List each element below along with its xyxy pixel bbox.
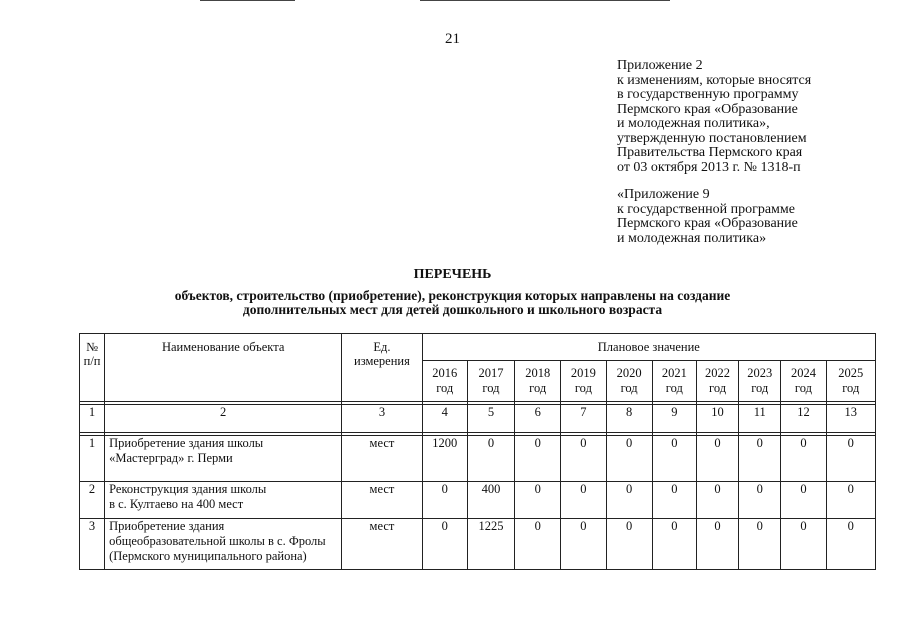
column-index: 2 (105, 405, 342, 433)
subtitle-line: объектов, строительство (приобретение), реконструкция которых направлены на создание (174, 288, 731, 303)
value-cell: 0 (606, 436, 652, 482)
value-cell: 1200 (422, 436, 467, 482)
value-cell: 0 (696, 436, 738, 482)
value-cell: 0 (696, 482, 738, 519)
object-name (105, 519, 342, 570)
year-header (515, 361, 561, 402)
header-name: Наименование объекта (105, 334, 342, 402)
year-header (561, 361, 606, 402)
year-word: год (482, 381, 500, 395)
year-header (606, 361, 652, 402)
value-cell: 1225 (467, 519, 514, 570)
year-word: год (620, 381, 638, 395)
appendix-header-line: от 03 октября 2013 г. № 1318-п (617, 159, 801, 175)
appendix-quote-line: к государственной программе (617, 201, 795, 217)
header-unit-line: Ед. (373, 340, 391, 354)
appendix-quote (617, 188, 798, 246)
value-cell: 0 (422, 519, 467, 570)
header-unit (342, 334, 422, 402)
header-unit-line: измерения (354, 354, 410, 368)
year-header (467, 361, 514, 402)
top-rule-left (200, 0, 295, 1)
appendix-header-line: и молодежная политика», (617, 116, 770, 131)
value-cell: 0 (467, 436, 514, 482)
year-label: 2024 (790, 366, 816, 380)
row-num: 1 (80, 436, 105, 482)
header-num-line: п/п (83, 354, 101, 368)
column-index: 11 (739, 405, 781, 433)
column-index: 3 (342, 405, 422, 433)
year-header (652, 361, 696, 402)
value-cell: 0 (826, 482, 875, 519)
value-cell: 0 (515, 519, 561, 570)
year-header (826, 361, 875, 402)
header-row (80, 334, 876, 361)
object-name (105, 436, 342, 482)
table-row (80, 519, 876, 570)
year-word: год (751, 381, 769, 395)
header-num-line: № (86, 340, 99, 354)
column-index-row (80, 405, 876, 433)
top-rule-right (420, 0, 670, 1)
year-label: 2017 (478, 366, 504, 380)
value-cell: 0 (781, 519, 826, 570)
value-cell: 0 (781, 482, 826, 519)
appendix-quote-line: и молодежная политика» (617, 230, 767, 246)
year-word: год (794, 381, 812, 395)
column-index: 9 (652, 405, 696, 433)
value-cell: 0 (561, 519, 606, 570)
value-cell: 0 (739, 519, 781, 570)
appendix-quote-line: Пермского края «Образование (617, 216, 798, 231)
year-word: год (574, 381, 592, 395)
column-index: 13 (826, 405, 875, 433)
column-index: 12 (781, 405, 826, 433)
column-index: 10 (696, 405, 738, 433)
object-name-line: общеобразовательной школы в с. Фролы (109, 534, 326, 548)
year-word: год (709, 381, 727, 395)
document-title: ПЕРЕЧЕНЬ (413, 267, 492, 282)
object-name-line: «Мастерград» г. Перми (109, 451, 233, 465)
year-label: 2020 (616, 366, 642, 380)
year-word: год (665, 381, 683, 395)
object-name-line: Приобретение здания школы (109, 436, 264, 450)
value-cell: 0 (652, 436, 696, 482)
year-label: 2023 (747, 366, 773, 380)
appendix-header-line: Правительства Пермского края (617, 145, 803, 160)
value-cell: 0 (561, 482, 606, 519)
value-cell: 0 (515, 482, 561, 519)
table-row (80, 482, 876, 519)
value-cell: 0 (652, 482, 696, 519)
appendix-header-line: утвержденную постановлением (617, 130, 807, 146)
subtitle-line: дополнительных мест для детей дошкольного и школьного возраста (242, 302, 663, 317)
appendix-header (617, 59, 811, 175)
year-header (781, 361, 826, 402)
column-index: 7 (561, 405, 606, 433)
unit-cell: мест (342, 436, 422, 482)
appendix-header-line: Пермского края «Образование (617, 101, 798, 117)
appendix-quote-line: «Приложение 9 (617, 187, 710, 202)
year-label: 2022 (705, 366, 731, 380)
object-name (105, 482, 342, 519)
header-num (80, 334, 105, 402)
appendix-header-line: в государственную программу (617, 87, 799, 102)
appendix-header-line: Приложение 2 (617, 58, 703, 73)
year-label: 2016 (432, 366, 458, 380)
unit-cell: мест (342, 519, 422, 570)
plan-table (79, 333, 876, 570)
column-index: 4 (422, 405, 467, 433)
value-cell: 0 (826, 519, 875, 570)
row-num: 3 (80, 519, 105, 570)
year-word: год (842, 381, 860, 395)
value-cell: 0 (739, 436, 781, 482)
object-name-line: в с. Култаево на 400 мест (109, 497, 244, 511)
column-index: 1 (80, 405, 105, 433)
header-plan: Плановое значение (422, 334, 875, 361)
value-cell: 0 (606, 519, 652, 570)
value-cell: 0 (696, 519, 738, 570)
object-name-line: Приобретение здания (109, 519, 225, 533)
row-num: 2 (80, 482, 105, 519)
year-header (739, 361, 781, 402)
column-index: 6 (515, 405, 561, 433)
year-label: 2025 (838, 366, 864, 380)
page-number: 21 (445, 31, 460, 47)
value-cell: 0 (422, 482, 467, 519)
value-cell: 0 (652, 519, 696, 570)
year-label: 2018 (525, 366, 551, 380)
value-cell: 0 (826, 436, 875, 482)
value-cell: 0 (781, 436, 826, 482)
value-cell: 0 (561, 436, 606, 482)
year-header (696, 361, 738, 402)
document-subtitle (0, 289, 905, 317)
column-index: 5 (467, 405, 514, 433)
appendix-header-line: к изменениям, которые вносятся (617, 72, 812, 88)
value-cell: 400 (467, 482, 514, 519)
year-word: год (436, 381, 454, 395)
object-name-line: (Пермского муниципального района) (109, 549, 307, 563)
value-cell: 0 (739, 482, 781, 519)
year-header (422, 361, 467, 402)
value-cell: 0 (515, 436, 561, 482)
year-word: год (529, 381, 547, 395)
object-name-line: Реконструкция здания школы (109, 482, 267, 496)
value-cell: 0 (606, 482, 652, 519)
column-index: 8 (606, 405, 652, 433)
year-label: 2019 (570, 366, 596, 380)
year-label: 2021 (661, 366, 687, 380)
unit-cell: мест (342, 482, 422, 519)
table-row (80, 436, 876, 482)
